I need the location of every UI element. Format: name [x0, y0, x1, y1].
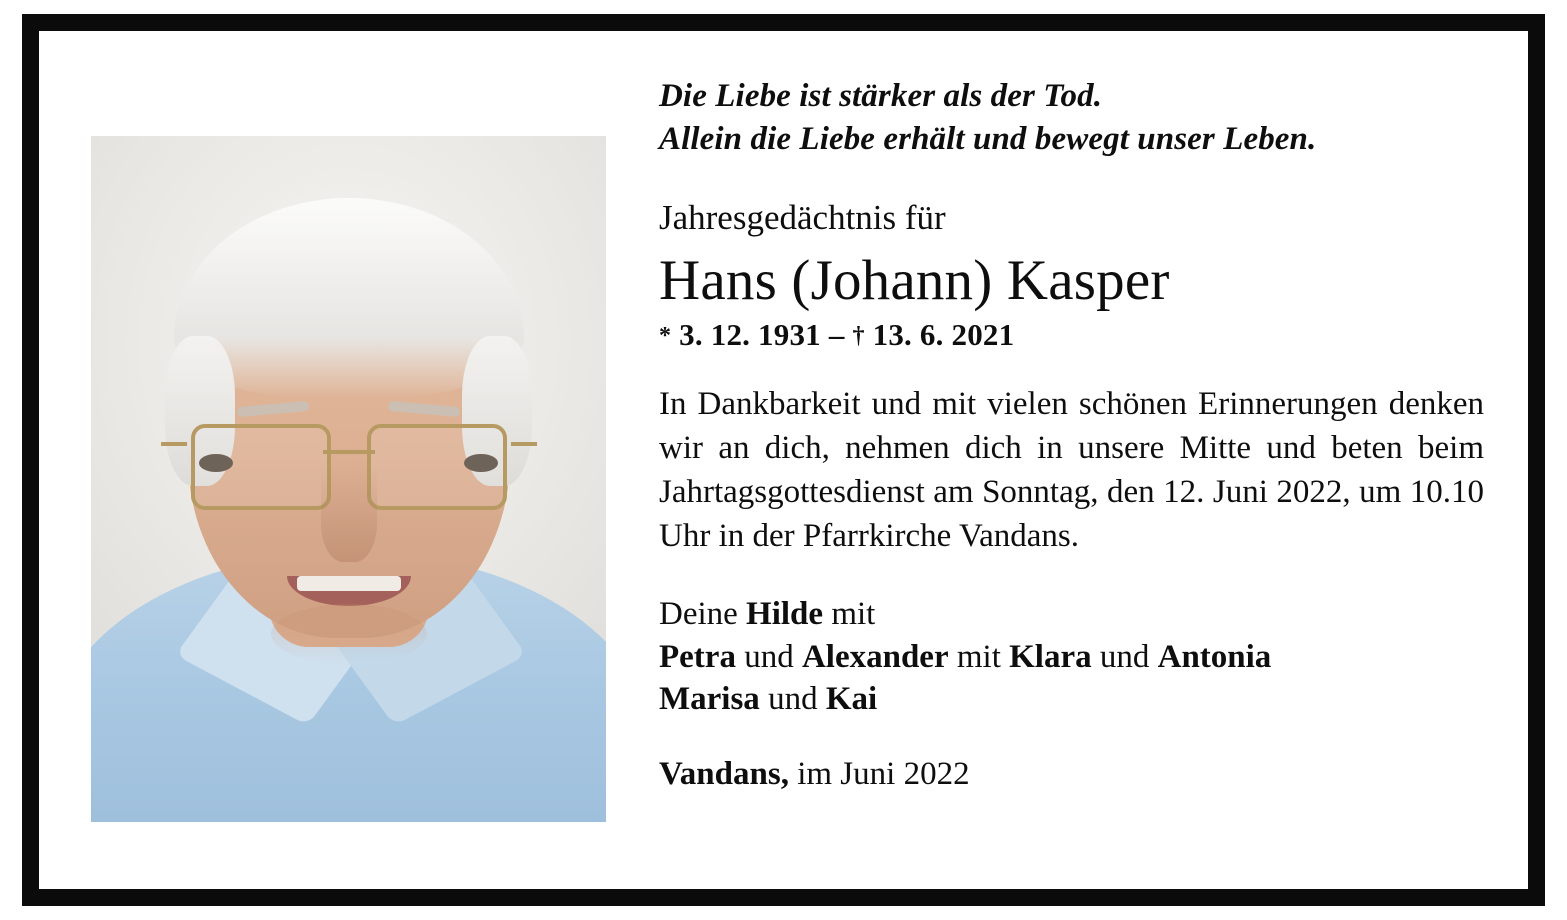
photo-chin — [271, 604, 427, 664]
family-name-hilde: Hilde — [746, 595, 824, 632]
photo-teeth — [297, 576, 401, 591]
family-signatures — [659, 593, 1484, 722]
photo-glasses-temple-left — [161, 442, 187, 446]
memorial-body-text: In Dankbarkeit und mit vielen schönen Erinnerungen denken wir an dich, nehmen dich in unsere Mitte und beten beim Jahrtagsgottesdienst am Sonntag, den 12. Juni 2022, um 10.10 Uhr in der Pfarrkirche Vandans. — [659, 386, 1484, 554]
family-line-1 — [659, 593, 1484, 636]
family-name-klara: Klara — [1009, 638, 1092, 675]
family-name-kai: Kai — [825, 681, 878, 718]
family-line3-mid-1: und — [759, 681, 826, 718]
family-line-3 — [659, 678, 1484, 721]
deceased-name: Hans (Johann) Kasper — [659, 249, 1170, 313]
family-name-marisa: Marisa — [659, 681, 760, 718]
family-line-2 — [659, 636, 1484, 679]
motto — [659, 75, 1484, 161]
family-line2-mid-2: mit — [948, 638, 1010, 675]
obituary-content — [39, 31, 1528, 889]
motto-line-1: Die Liebe ist stärker als der Tod. — [659, 78, 1103, 114]
obituary-black-frame — [22, 14, 1545, 906]
text-column — [609, 31, 1528, 889]
place-date: im Juni 2022 — [788, 756, 970, 793]
family-name-alexander: Alexander — [801, 638, 949, 675]
death-date: 13. 6. 2021 — [872, 317, 1015, 353]
photo-nose — [321, 466, 377, 562]
family-name-petra: Petra — [659, 638, 736, 675]
photo-lens-right — [367, 424, 507, 510]
date-separator: – — [828, 317, 845, 353]
portrait-column — [39, 31, 609, 889]
photo-glasses-bridge — [323, 450, 375, 454]
death-symbol: † — [852, 323, 865, 350]
family-line2-mid-1: und — [735, 638, 802, 675]
photo-lens-left — [191, 424, 331, 510]
portrait-photo — [91, 136, 606, 822]
place-name: Vandans, — [659, 756, 789, 793]
life-dates — [659, 317, 1484, 353]
family-line1-prefix: Deine — [659, 595, 747, 632]
family-name-antonia: Antonia — [1157, 638, 1272, 675]
motto-line-2: Allein die Liebe erhält und bewegt unser Leben. — [659, 120, 1317, 157]
family-line2-mid-3: und — [1091, 638, 1158, 675]
photo-glasses-temple-right — [511, 442, 537, 446]
memorial-lead: Jahresgedächtnis für — [659, 197, 946, 237]
place-and-date — [659, 755, 1484, 795]
family-line1-suffix: mit — [823, 595, 876, 632]
birth-date: 3. 12. 1931 — [679, 317, 821, 353]
birth-symbol: * — [659, 323, 672, 350]
